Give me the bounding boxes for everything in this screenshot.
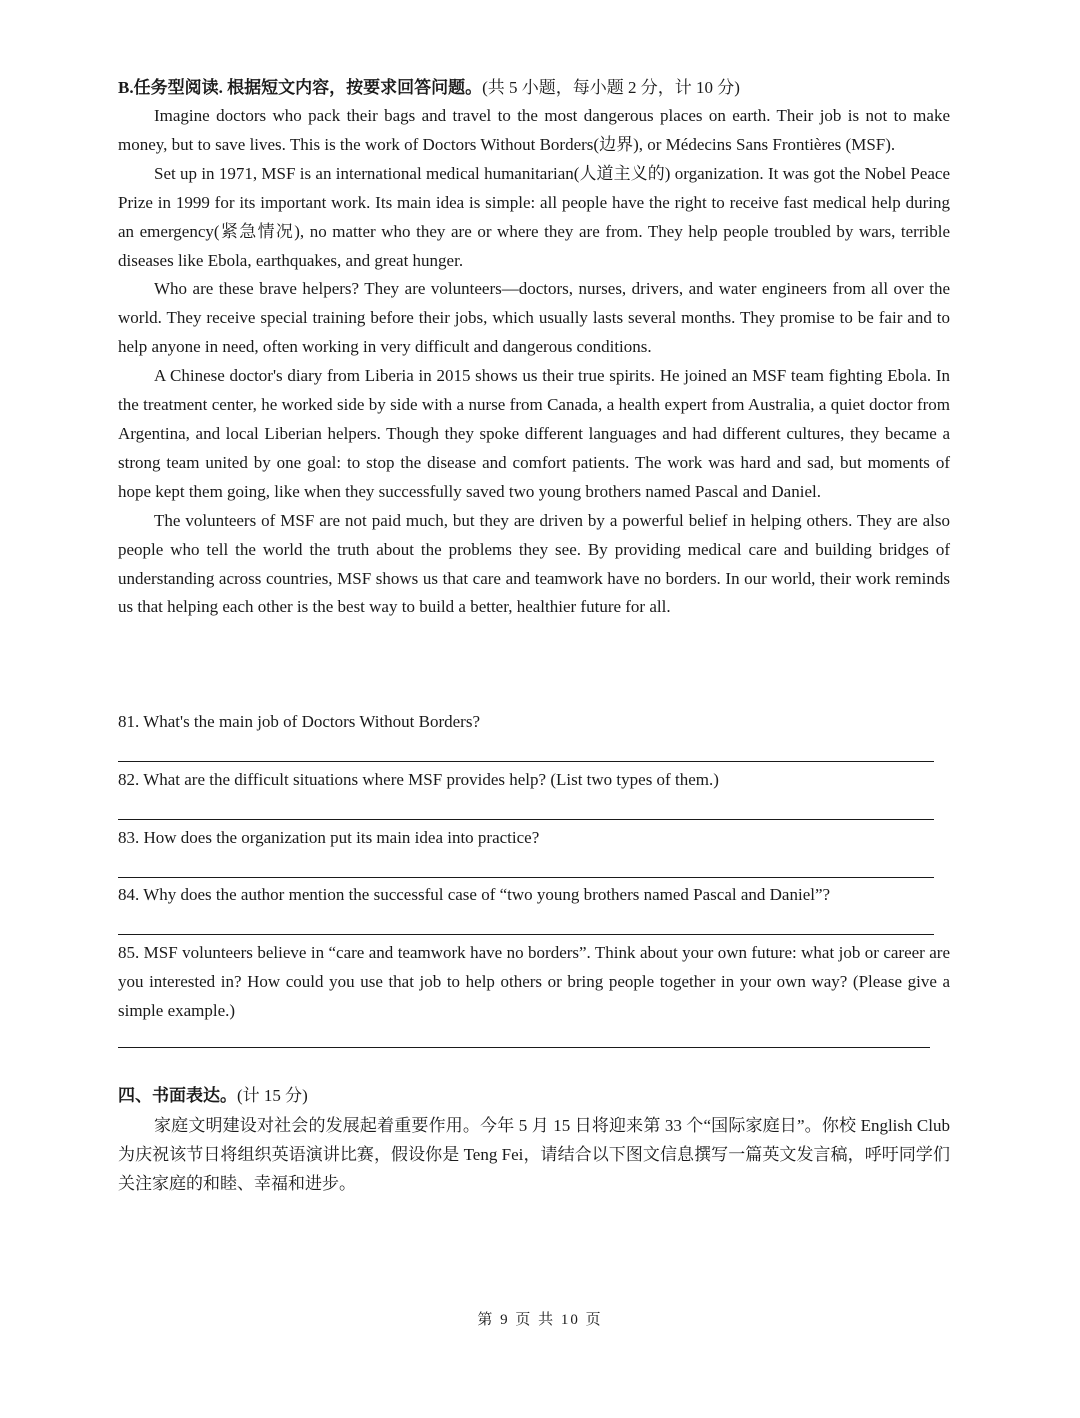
question-82: 82. What are the difficult situations where MSF provides help? (List two types of them.) [118, 770, 719, 789]
part4-title [118, 1082, 308, 1110]
reading-passage [118, 102, 950, 622]
section-b-title [118, 74, 958, 102]
answer-line-82[interactable] [118, 819, 934, 820]
question-83: 83. How does the organization put its main idea into practice? [118, 828, 540, 847]
answer-line-85[interactable] [118, 1047, 930, 1048]
page-number-footer: 第 9 页 共 10 页 [477, 1312, 603, 1328]
passage-paragraph-4: A Chinese doctor's diary from Liberia in 2015 shows us their true spirits. He joined an MSF team fighting Ebola. In the treatment center, he worked side by side with a nurse from Canada, a health expert from Australia, a quiet doctor from Argentina, and local Liberian helpers. Though they spoke different languages and had different cultures, they became a strong team united by one goal: to stop the disease and comfort patients. The work was hard and sad, but moments of hope kept them going, like when they successfully saved two young brothers named Pascal and Daniel. [118, 366, 950, 501]
part4-points: (计 15 分) [237, 1086, 308, 1105]
passage-paragraph-1: Imagine doctors who pack their bags and travel to the most dangerous places on earth. Their job is not to make money, but to save lives. This is the work of Doctors Without Borders(边界), or Médecins Sans Frontières (MSF). [118, 106, 950, 154]
question-81: 81. What's the main job of Doctors Without Borders? [118, 712, 480, 731]
passage-paragraph-3: Who are these brave helpers? They are volunteers—doctors, nurses, drivers, and water engineers from all over the world. They receive special training before their jobs, which usually lasts several months. They promise to be fair and to help anyone in need, often working in very difficult and dangerous conditions. [118, 279, 950, 357]
question-84: 84. Why does the author mention the successful case of “two young brothers named Pascal and Daniel”? [118, 885, 831, 904]
passage-paragraph-2: Set up in 1971, MSF is an international medical humanitarian(人道主义的) organization. It was got the Nobel Peace Prize in 1999 for its important work. Its main idea is simple: all people have the right to receive fast medical help during an emergency(紧急情况), no matter who they are or where they are from. They help people troubled by wars, terrible diseases like Ebola, earthquakes, and great hunger. [118, 163, 950, 270]
answer-line-83[interactable] [118, 877, 934, 878]
passage-paragraph-5: The volunteers of MSF are not paid much, but they are driven by a powerful belief in helping others. They are also people who tell the world the truth about the problems they see. By providing medical care and building bridges of understanding across countries, MSF shows us that care and teamwork have no borders. In our world, their work reminds us that helping each other is the best way to build a better, healthier future for all. [118, 510, 950, 617]
question-85: 85. MSF volunteers believe in “care and teamwork have no borders”. Think about your own future: what job or career are you interested in? How could you use that job to help others or bring people together in your own way? (Please give a simple example.) [118, 943, 950, 1020]
answer-line-84[interactable] [118, 934, 934, 935]
section-b-heading: B.任务型阅读. 根据短文内容，按要求回答问题。 [118, 78, 483, 97]
part4-heading: 四、书面表达。 [118, 1086, 237, 1105]
part4-prompt: 家庭文明建设对社会的发展起着重要作用。今年 5 月 15 日将迎来第 33 个“国际家庭日”。你校 English Club 为庆祝该节日将组织英语演讲比赛，假设你是 Teng Fei，请结合以下图文信息撰写一篇英文发言稿，呼吁同学们关注家庭的和睦、幸福和进步。 [118, 1116, 950, 1193]
section-b-scoring-note: (共 5 小题，每小题 2 分，计 10 分) [482, 78, 740, 97]
answer-line-81[interactable] [118, 761, 934, 762]
